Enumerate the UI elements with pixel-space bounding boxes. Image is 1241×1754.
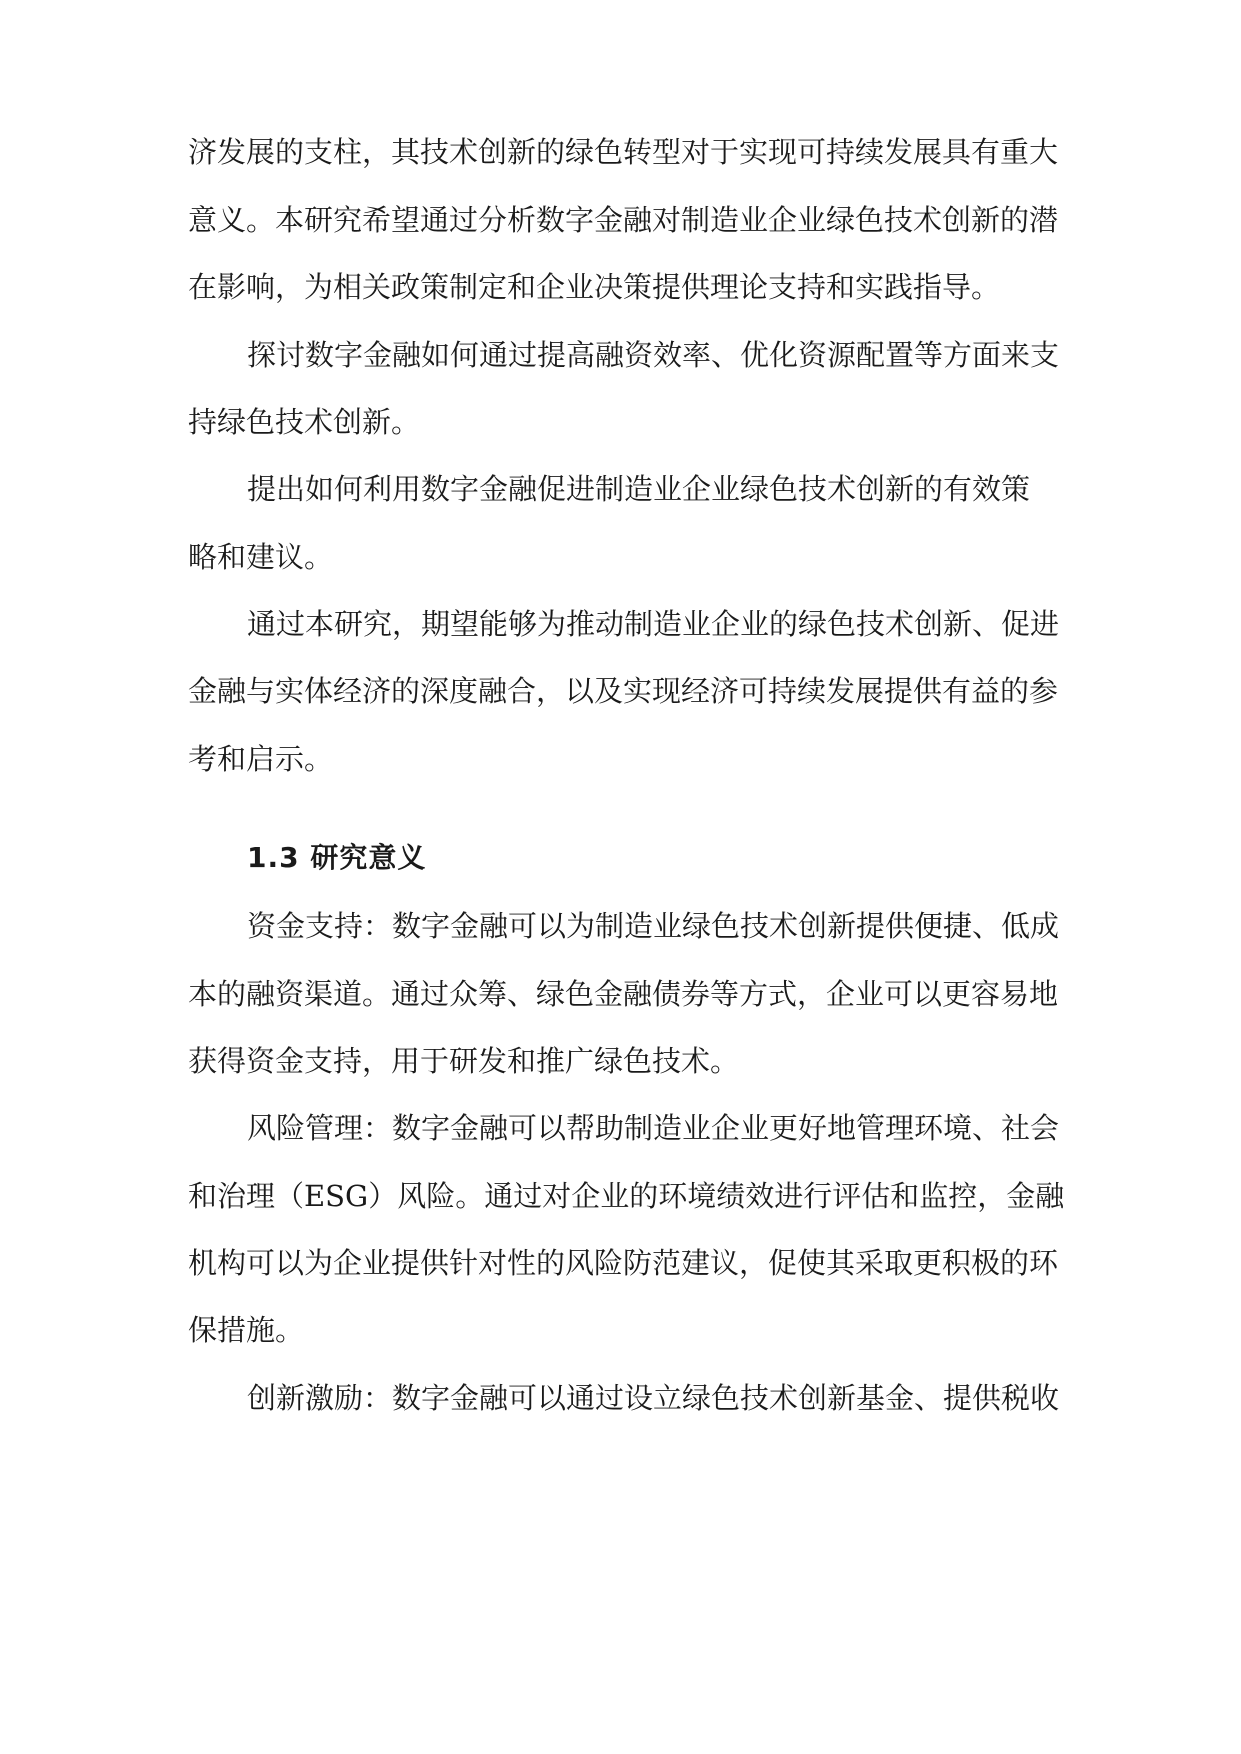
paragraph-line: 和治理（ESG）风险。通过对企业的环境绩效进行评估和监控，金融 bbox=[188, 1179, 1065, 1213]
paragraph-line: 在影响，为相关政策制定和企业决策提供理论支持和实践指导。 bbox=[188, 270, 1001, 304]
paragraph-line: 持绿色技术创新。 bbox=[188, 405, 421, 439]
paragraph-line: 机构可以为企业提供针对性的风险防范建议，促使其采取更积极的环 bbox=[188, 1246, 1059, 1280]
paragraph-line: 创新激励：数字金融可以通过设立绿色技术创新基金、提供税收 bbox=[247, 1381, 1060, 1415]
paragraph-line: 探讨数字金融如何通过提高融资效率、优化资源配置等方面来支 bbox=[247, 338, 1060, 372]
paragraph-line: 济发展的支柱，其技术创新的绿色转型对于实现可持续发展具有重大 bbox=[188, 135, 1059, 169]
paragraph-line: 资金支持：数字金融可以为制造业绿色技术创新提供便捷、低成 bbox=[247, 909, 1060, 943]
paragraph-line: 保措施。 bbox=[188, 1313, 305, 1347]
paragraph-line: 获得资金支持，用于研发和推广绿色技术。 bbox=[188, 1044, 740, 1078]
paragraph-line: 本的融资渠道。通过众筹、绿色金融债券等方式，企业可以更容易地 bbox=[188, 977, 1059, 1011]
section-heading: 1.3 研究意义 bbox=[247, 841, 427, 874]
paragraph-line: 通过本研究，期望能够为推动制造业企业的绿色技术创新、促进 bbox=[247, 607, 1060, 641]
paragraph-line: 提出如何利用数字金融促进制造业企业绿色技术创新的有效策 bbox=[247, 472, 1031, 506]
paragraph-line: 风险管理：数字金融可以帮助制造业企业更好地管理环境、社会 bbox=[247, 1111, 1060, 1145]
paragraph-line: 考和启示。 bbox=[188, 742, 334, 776]
paragraph-line: 金融与实体经济的深度融合，以及实现经济可持续发展提供有益的参 bbox=[188, 674, 1059, 708]
paragraph-line: 略和建议。 bbox=[188, 540, 334, 574]
paragraph-line: 意义。本研究希望通过分析数字金融对制造业企业绿色技术创新的潜 bbox=[188, 203, 1059, 237]
